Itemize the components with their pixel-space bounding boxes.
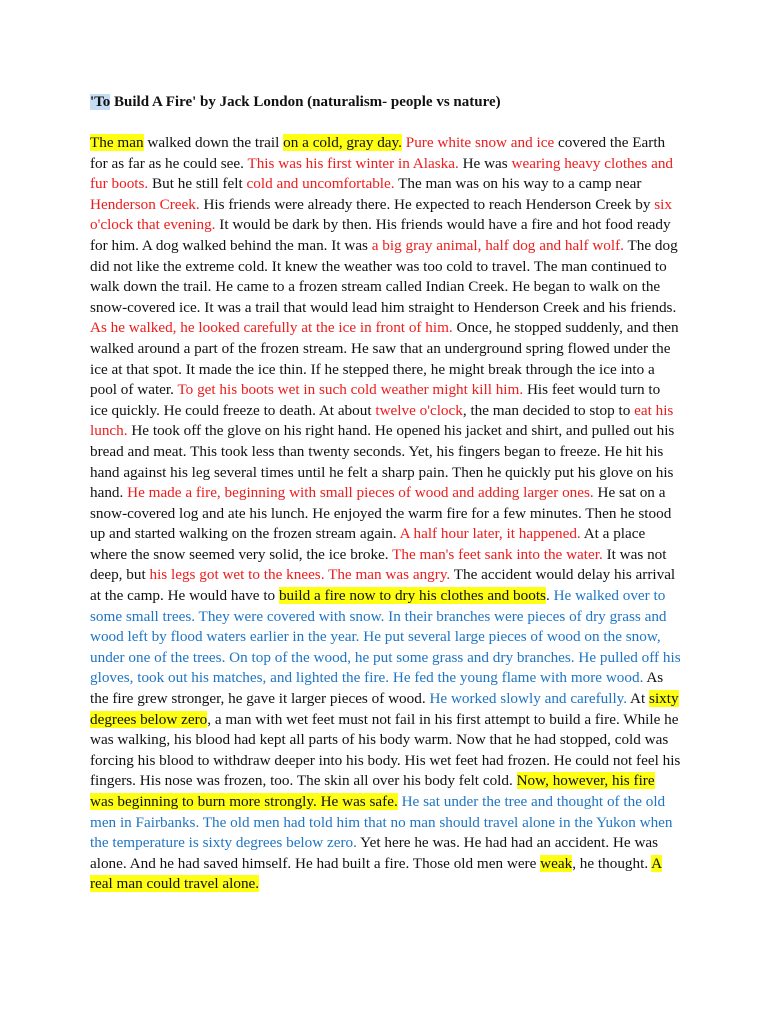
red-annotation: cold and uncomfortable. bbox=[246, 175, 395, 193]
text-line bbox=[90, 524, 678, 545]
text-line bbox=[90, 545, 678, 566]
highlighted-text: Now, however, his fire bbox=[516, 772, 655, 790]
text-line bbox=[90, 133, 678, 154]
text-line bbox=[90, 195, 678, 216]
text-line bbox=[90, 339, 678, 360]
text-run: deep, but bbox=[90, 566, 150, 584]
text-run: for him. A dog walked behind the man. It was bbox=[90, 236, 372, 254]
text-run: was walking, his blood had kept all parts of his body warm. Now that he had stopped, cold was bbox=[90, 731, 669, 749]
text-line bbox=[90, 689, 678, 710]
text-line bbox=[90, 751, 681, 772]
text-run: ice at that spot. It made the ice thin. If he stepped there, he might break through the ice into a bbox=[90, 360, 655, 378]
red-annotation: The man's feet sank into the water. bbox=[392, 545, 603, 563]
text-line bbox=[90, 607, 678, 628]
text-line bbox=[90, 298, 678, 319]
red-annotation: As he walked, he looked carefully at the ice in front of him. bbox=[90, 319, 453, 337]
text-line bbox=[90, 154, 678, 175]
highlighted-text: build a fire now to dry his clothes and boots bbox=[278, 587, 546, 605]
text-run: up and started walking on the frozen stream again. bbox=[90, 525, 400, 543]
text-line bbox=[90, 421, 678, 442]
text-run: pool of water. bbox=[90, 381, 178, 399]
text-line bbox=[90, 360, 678, 381]
blue-annotation: wood left by flood waters earlier in the year. He put several large pieces of wood on the snow, bbox=[90, 628, 661, 646]
red-annotation: This was his first winter in Alaska. bbox=[247, 154, 459, 172]
text-run: walked around a part of the frozen stream. He saw that an underground spring flowed under the bbox=[90, 339, 671, 357]
text-line bbox=[90, 874, 678, 895]
red-annotation: o'clock that evening. bbox=[90, 216, 216, 234]
text-run: He took off the glove on his right hand. He opened his jacket and shirt, and pulled out his bbox=[127, 422, 675, 440]
text-run: , a man with wet feet must not fail in his first attempt to build a fire. While he bbox=[207, 710, 679, 728]
text-line bbox=[90, 710, 678, 731]
text-line bbox=[90, 668, 678, 689]
red-annotation: To get his boots wet in such cold weather might kill him. bbox=[177, 381, 524, 399]
highlighted-text: sixty bbox=[649, 690, 679, 708]
red-annotation: Henderson Creek. bbox=[90, 195, 200, 213]
red-annotation: twelve o'clock bbox=[375, 401, 463, 419]
blue-annotation: some small trees. They were covered with snow. In their branches were pieces of dry grass and bbox=[90, 607, 667, 625]
text-run: for as far as he could see. bbox=[90, 154, 248, 172]
highlighted-text: real man could travel alone. bbox=[90, 875, 260, 893]
text-line bbox=[90, 483, 678, 504]
blue-annotation: He worked slowly and carefully. bbox=[429, 690, 628, 708]
text-run: , he thought. bbox=[572, 854, 652, 872]
text-run: The man was on his way to a camp near bbox=[394, 175, 642, 193]
red-annotation: He made a fire, beginning with small pieces of wood and adding larger ones. bbox=[127, 484, 594, 502]
blue-annotation: gloves, took out his matches, and lighted the fire. He fed the young flame with more wood. bbox=[90, 669, 644, 687]
red-annotation: eat his bbox=[634, 401, 674, 419]
text-line bbox=[90, 504, 678, 525]
text-run: did not like the extreme cold. It knew the weather was too cold to travel. The man continued to bbox=[90, 257, 667, 275]
text-line bbox=[90, 442, 678, 463]
story-paragraph bbox=[90, 133, 681, 895]
text-run: Once, he stopped suddenly, and then bbox=[452, 319, 679, 337]
text-run: alone. And he had saved himself. He had built a fire. Those old men were bbox=[90, 854, 541, 872]
text-run: But he still felt bbox=[148, 175, 247, 193]
text-line bbox=[90, 586, 678, 607]
text-line bbox=[90, 627, 678, 648]
red-annotation: a big gray animal, half dog and half wolf. bbox=[371, 236, 624, 254]
red-annotation: wearing heavy clothes and bbox=[511, 154, 674, 172]
red-annotation: The man was angry. bbox=[328, 566, 451, 584]
text-run: . bbox=[545, 587, 554, 605]
text-line bbox=[90, 463, 678, 484]
text-run: His feet would turn to bbox=[523, 381, 661, 399]
blue-annotation: He sat under the tree and thought of the old bbox=[401, 793, 666, 810]
text-run: walked down the trail bbox=[143, 134, 284, 151]
red-annotation: six bbox=[654, 195, 672, 213]
text-line bbox=[90, 833, 678, 854]
text-line bbox=[90, 318, 678, 339]
document-title bbox=[90, 92, 501, 112]
text-run: at the camp. He would have to bbox=[90, 587, 279, 605]
text-line bbox=[90, 215, 678, 236]
highlighted-text: was beginning to burn more strongly. He was safe. bbox=[90, 793, 398, 810]
blue-annotation: men in Fairbanks. The old men had told him that no man should travel alone in the Yukon when bbox=[90, 813, 673, 831]
blue-annotation: under one of the trees. On top of the wood, he put some grass and dry branches. He pulled off his bbox=[90, 648, 681, 666]
text-line bbox=[90, 730, 678, 751]
text-line bbox=[90, 854, 678, 875]
highlighted-text: degrees below zero bbox=[90, 710, 208, 728]
text-run: As bbox=[643, 669, 664, 687]
text-run: He sat on a bbox=[593, 484, 666, 502]
text-line bbox=[90, 401, 678, 422]
text-run: covered the Earth bbox=[554, 134, 666, 151]
text-run: hand. bbox=[90, 484, 128, 502]
text-run: forcing his blood to withdraw deeper into his body. His wet feet had frozen. He could not feel his bbox=[90, 751, 681, 769]
highlighted-text: weak bbox=[540, 854, 573, 872]
text-line bbox=[90, 236, 678, 257]
text-run: He was bbox=[458, 154, 512, 172]
text-run: ice quickly. He could freeze to death. At about bbox=[90, 401, 376, 419]
blue-annotation: the temperature is sixty degrees below zero. bbox=[90, 834, 357, 852]
text-run: At bbox=[627, 690, 650, 708]
text-run: , the man decided to stop to bbox=[462, 401, 635, 419]
selected-text[interactable]: 'To bbox=[90, 94, 111, 110]
text-run: Yet here he was. He had had an accident. He was bbox=[356, 834, 659, 852]
highlighted-text: A bbox=[651, 854, 663, 872]
red-annotation: lunch. bbox=[90, 422, 128, 440]
highlighted-text: The man bbox=[90, 134, 144, 151]
text-run: the fire grew stronger, he gave it larger pieces of wood. bbox=[90, 690, 430, 708]
red-annotation: fur boots. bbox=[90, 175, 149, 193]
text-line bbox=[90, 813, 678, 834]
text-run: The dog bbox=[623, 236, 678, 254]
blue-annotation: He walked over to bbox=[553, 587, 666, 605]
red-annotation: Pure white snow and ice bbox=[405, 134, 555, 151]
text-run: snow-covered log and ate his lunch. He enjoyed the warm fire for a few minutes. Then he stood bbox=[90, 504, 672, 522]
text-line bbox=[90, 792, 678, 813]
text-run: The accident would delay his arrival bbox=[450, 566, 676, 584]
text-run: walk down the trail. He came to a frozen stream called Indian Creek. He began to walk on the bbox=[90, 278, 661, 296]
text-line bbox=[90, 277, 678, 298]
text-run: At a place bbox=[580, 525, 646, 543]
text-line bbox=[90, 771, 678, 792]
text-run: bread and meat. This took less than twenty seconds. Yet, his fingers began to freeze. He hit his bbox=[90, 442, 664, 460]
text-run: It was not bbox=[602, 545, 667, 563]
text-run: His friends were already there. He expected to reach Henderson Creek by bbox=[199, 195, 655, 213]
text-line bbox=[90, 380, 678, 401]
text-run: It would be dark by then. His friends would have a fire and hot food ready bbox=[215, 216, 671, 234]
text-line bbox=[90, 174, 678, 195]
text-run: hand against his leg several times until he felt a sharp pain. Then he quickly put his glove on his bbox=[90, 463, 674, 481]
text-run: snow-covered ice. It was a trail that would lead him straight to Henderson Creek and his friends. bbox=[90, 298, 677, 316]
highlighted-text: on a cold, gray day. bbox=[283, 134, 402, 151]
text-line bbox=[90, 648, 681, 669]
text-run: fingers. His nose was frozen, too. The skin all over his body felt cold. bbox=[90, 772, 517, 790]
title-text: Build A Fire' by Jack London (naturalism- people vs nature) bbox=[110, 94, 501, 110]
text-line bbox=[90, 257, 678, 278]
text-line bbox=[90, 565, 678, 586]
red-annotation: his legs got wet to the knees. bbox=[149, 566, 325, 584]
text-run: where the snow seemed very solid, the ice broke. bbox=[90, 545, 393, 563]
red-annotation: A half hour later, it happened. bbox=[399, 525, 581, 543]
